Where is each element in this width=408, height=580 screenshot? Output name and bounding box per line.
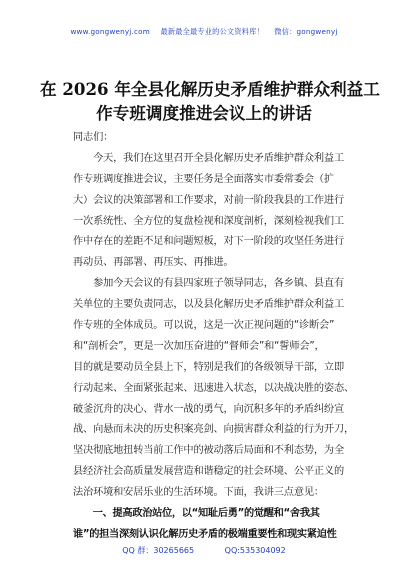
body-line: 今天，我们在这里召开全县化解历史矛盾维护群众利益工 [73,152,345,164]
title-line-1: 在 2026 年全县化解历史矛盾维护群众利益工 [40,79,380,99]
qq-group: QQ 群：30265665 [122,546,195,555]
body-line: 坚决彻底地扭转当前工作中的被动落后局面和不利态势，为全 [73,445,345,457]
body-line: 大）会议的决策部署和工作要求，对前一阶段我县的工作进行 [73,194,345,206]
section-heading-line-2: 谁”的担当深刻认识化解历史矛盾的极端重要性和现实紧迫性 [73,528,337,540]
body-line: 目的就是要动员全县上下，特别是我们的各级领导干部，立即 [73,361,345,373]
document-body [73,128,355,546]
salutation: 同志们： [73,132,114,143]
body-line: 战、向悬而未决的历史积案亮剑、向损害群众利益的行为开刀， [73,424,355,436]
website-link[interactable]: www.gongwenyj.com [70,27,150,36]
footer-contact [0,545,408,556]
body-line: 县经济社会高质量发展营造和谐稳定的社会环境、公平正义的 [73,466,345,478]
header-tagline: 最新最全最专业的公文资料库！ [160,27,264,36]
body-line: 法治环境和安居乐业的生活环境。下面，我讲三点意见： [73,487,324,499]
body-line: 关单位的主要负责同志，以及县化解历史矛盾维护群众利益工 [73,299,345,311]
header-banner [0,27,408,37]
body-line: 行动起来、全面紧张起来、迅速进入状态，以决战决胜的姿态、 [73,382,355,394]
body-line: 参加今天会议的有县四家班子领导同志，各乡镇、县直有 [73,278,345,290]
body-line: 再动员、再部署、再压实、再推进。 [73,257,234,269]
body-line: 和“剖析会”，更是一次加压奋进的“督师会”和“誓师会”， [73,340,325,352]
body-line: 作专班的全体成员。可以说，这是一次正视问题的“诊断会” [73,320,335,332]
document-title [40,77,380,125]
wechat-id: 微信：gongwenyj [274,27,338,36]
qq-number: QQ:535304092 [224,546,286,555]
section-heading-line-1: 一、提高政治站位，以“知耻后勇”的觉醒和“舍我其 [73,508,320,520]
title-line-2: 作专班调度推进会议上的讲话 [96,103,312,123]
body-line: 作中存在的差距不足和问题短板，对下一阶段的攻坚任务进行 [73,236,345,248]
body-line: 作专班调度推进会议，主要任务是全面落实市委常委会（扩 [73,173,334,185]
body-line: 一次系统性、全方位的复盘检视和深度剖析，深刻检视我们工 [73,215,345,227]
body-line: 破釜沉舟的决心、背水一战的勇气，向沉积多年的矛盾纠纷宣 [73,403,345,415]
